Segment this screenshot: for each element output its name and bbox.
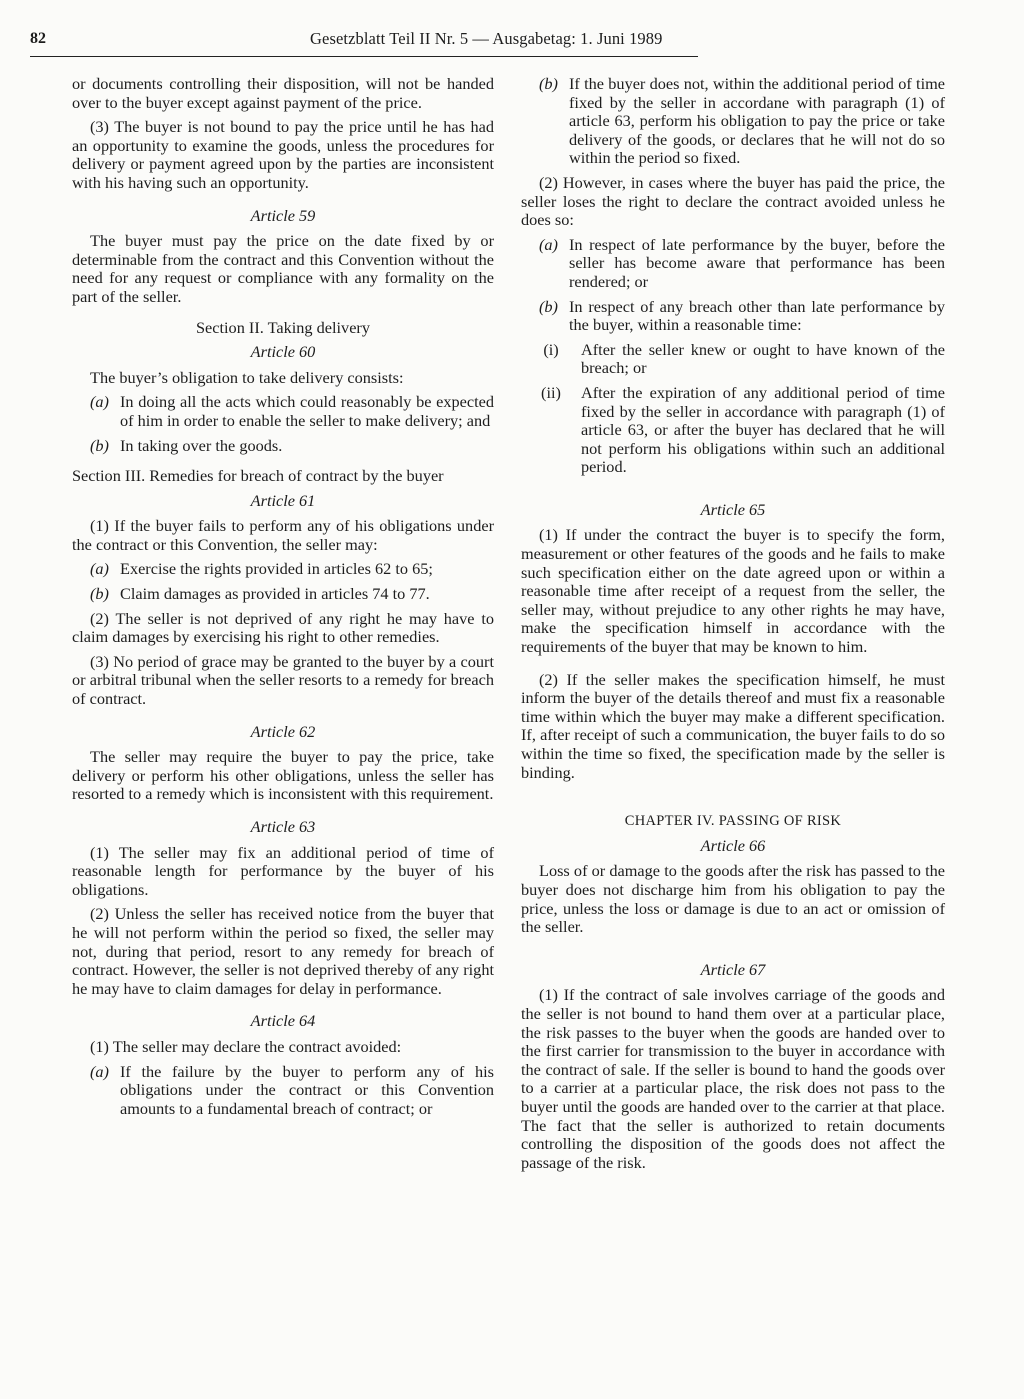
item-label: (a) bbox=[90, 559, 109, 579]
right-column bbox=[521, 75, 945, 1178]
page-header bbox=[30, 30, 698, 57]
item-text: In respect of late performance by the buyer, before the seller has become aware that performance has been rendered; or bbox=[569, 234, 945, 291]
page-number: 82 bbox=[30, 30, 46, 47]
item-text: In doing all the acts which could reasonably be expected of him in order to enable the seller to make delivery; and bbox=[120, 392, 494, 430]
article-64-paragraph-1: (1) The seller may declare the contract avoided: bbox=[90, 1036, 402, 1056]
article-65-paragraph-1: (1) If under the contract the buyer is to specify the form, measurement or other features of the goods and he fails to make such specification either on the date agreed upon or within a reasonable time after receipt of a request from the seller, the seller may, without prejudice to any other rights he may have, make the specification himself in accordance with the requirements of the buyer that may be known to him. bbox=[521, 525, 945, 657]
article-64-item-b bbox=[539, 75, 945, 168]
article-64-item-i bbox=[521, 341, 945, 378]
continued-paragraph: or documents controlling their disposition, will not be handed over to the buyer except against payment of the price. bbox=[72, 74, 494, 112]
article-60-item-a bbox=[90, 393, 494, 430]
article-61-title: Article 61 bbox=[250, 490, 316, 510]
item-text: If the failure by the buyer to perform any of his obligations under the contract or this Convention amounts to a fundamental breach of contract; or bbox=[120, 1061, 494, 1118]
article-64-paragraph-2: (2) However, in cases where the buyer has paid the price, the seller loses the right to declare the contract avoided unless he does so: bbox=[521, 172, 945, 230]
article-61-item-b bbox=[90, 585, 494, 604]
item-label: (i) bbox=[543, 339, 559, 359]
article-66-text: Loss of or damage to the goods after the risk has passed to the buyer does not discharge him from his obligation to pay the price, unless the loss or damage is due to an act or omission of the seller. bbox=[521, 861, 945, 937]
article-67-paragraph-1: (1) If the contract of sale involves carriage of the goods and the seller is not bound to hand them over at a particular place, the risk passes to the buyer when the goods are handed over to the first carrier for transmission to the buyer in accordance with the contract of sale. If the seller is bound to hand the goods over to a carrier at a particular place, the risk does not pass to the buyer until the goods are handed over to the carrier at that place. The fact that the seller is authorized to retain documents controlling the disposition of the goods does not affect the passage of the risk. bbox=[521, 985, 945, 1172]
article-66-title: Article 66 bbox=[700, 835, 766, 855]
article-59-text: The buyer must pay the price on the date fixed by or determinable from the contract and this Convention without the need for any request or compliance with any formality on the part of the seller. bbox=[72, 231, 494, 306]
article-67-title: Article 67 bbox=[700, 959, 766, 979]
item-label: (b) bbox=[90, 584, 109, 604]
item-text: If the buyer does not, within the additional period of time fixed by the seller in accordane with paragraph (1) of article 63, perform his obligation to pay the price or take delivery of the goods, or declares that he will not do so within the period so fixed. bbox=[569, 74, 945, 168]
article-58-paragraph-3: (3) The buyer is not bound to pay the price until he has had an opportunity to examine the goods, unless the procedures for delivery or payment agreed upon by the parties are inconsistent with his having such an opportunity. bbox=[72, 117, 494, 192]
item-text: Claim damages as provided in articles 74 to 77. bbox=[120, 584, 430, 604]
section-2-title: Section II. Taking delivery bbox=[196, 317, 370, 337]
article-64-2-item-b bbox=[539, 298, 945, 335]
item-label: (a) bbox=[90, 1061, 109, 1081]
article-63-paragraph-2: (2) Unless the seller has received notice from the buyer that he will not perform within the period so fixed, the seller may not, during that period, resort to any remedy for breach of contract. However, the seller is not deprived thereby of any right he may have to claim damages for delay in performance. bbox=[72, 904, 494, 998]
item-label: (b) bbox=[539, 74, 558, 93]
article-64-item-ii bbox=[521, 384, 945, 477]
item-label: (ii) bbox=[541, 382, 561, 402]
article-61-paragraph-2: (2) The seller is not deprived of any right he may have to claim damages by exercising his right to other remedies. bbox=[72, 608, 494, 647]
article-61-item-a bbox=[90, 560, 494, 579]
article-59-title: Article 59 bbox=[250, 205, 316, 225]
left-column bbox=[72, 75, 494, 1124]
item-text: Exercise the rights provided in articles 62 to 65; bbox=[120, 559, 433, 579]
article-63-title: Article 63 bbox=[250, 817, 316, 836]
article-61-paragraph-3: (3) No period of grace may be granted to the buyer by a court or arbitral tribunal when the seller resorts to a remedy for breach of contract. bbox=[72, 651, 494, 709]
running-head: Gesetzblatt Teil II Nr. 5 — Ausgabetag: 1. Juni 1989 bbox=[310, 29, 663, 48]
article-64-item-a bbox=[90, 1063, 494, 1119]
article-61-paragraph-1: (1) If the buyer fails to perform any of his obligations under the contract or this Convention, the seller may: bbox=[72, 516, 494, 554]
item-text: In respect of any breach other than late performance by the buyer, within a reasonable time: bbox=[569, 296, 945, 335]
article-60-title: Article 60 bbox=[250, 342, 316, 362]
article-63-paragraph-1: (1) The seller may fix an additional period of time of reasonable length for performance by the buyer of his obligations. bbox=[72, 842, 494, 899]
article-64-2-item-a bbox=[539, 236, 945, 292]
article-60-intro: The buyer’s obligation to take delivery consists: bbox=[90, 367, 404, 387]
item-text: After the seller knew or ought to have known of the breach; or bbox=[581, 339, 945, 378]
item-text: After the expiration of any additional period of time fixed by the seller in accordance with paragraph (1) of article 63, or after the buyer has declared that he will not perform his obligations within such an additional period. bbox=[581, 382, 945, 477]
item-label: (a) bbox=[539, 234, 558, 254]
section-3-title: Section III. Remedies for breach of contract by the buyer bbox=[72, 466, 444, 486]
item-label: (b) bbox=[539, 296, 558, 316]
article-62-text: The seller may require the buyer to pay the price, take delivery or perform his other obligations, unless the seller has resorted to a remedy which is inconsistent with this requirement. bbox=[72, 747, 494, 804]
item-text: In taking over the goods. bbox=[120, 435, 283, 455]
article-60-item-b bbox=[90, 437, 494, 456]
article-65-title: Article 65 bbox=[700, 499, 766, 519]
item-label: (a) bbox=[90, 392, 109, 412]
article-62-title: Article 62 bbox=[250, 721, 316, 741]
chapter-4-title: CHAPTER IV. PASSING OF RISK bbox=[624, 813, 842, 830]
article-65-paragraph-2: (2) If the seller makes the specification himself, he must inform the buyer of the details thereof and must fix a reasonable time within which the buyer may make a different specification. If, after receipt of such a communication, the buyer fails to do so within the time so fixed, the specification made by the seller is binding. bbox=[521, 669, 945, 782]
article-64-title: Article 64 bbox=[250, 1011, 316, 1031]
item-label: (b) bbox=[90, 435, 109, 455]
